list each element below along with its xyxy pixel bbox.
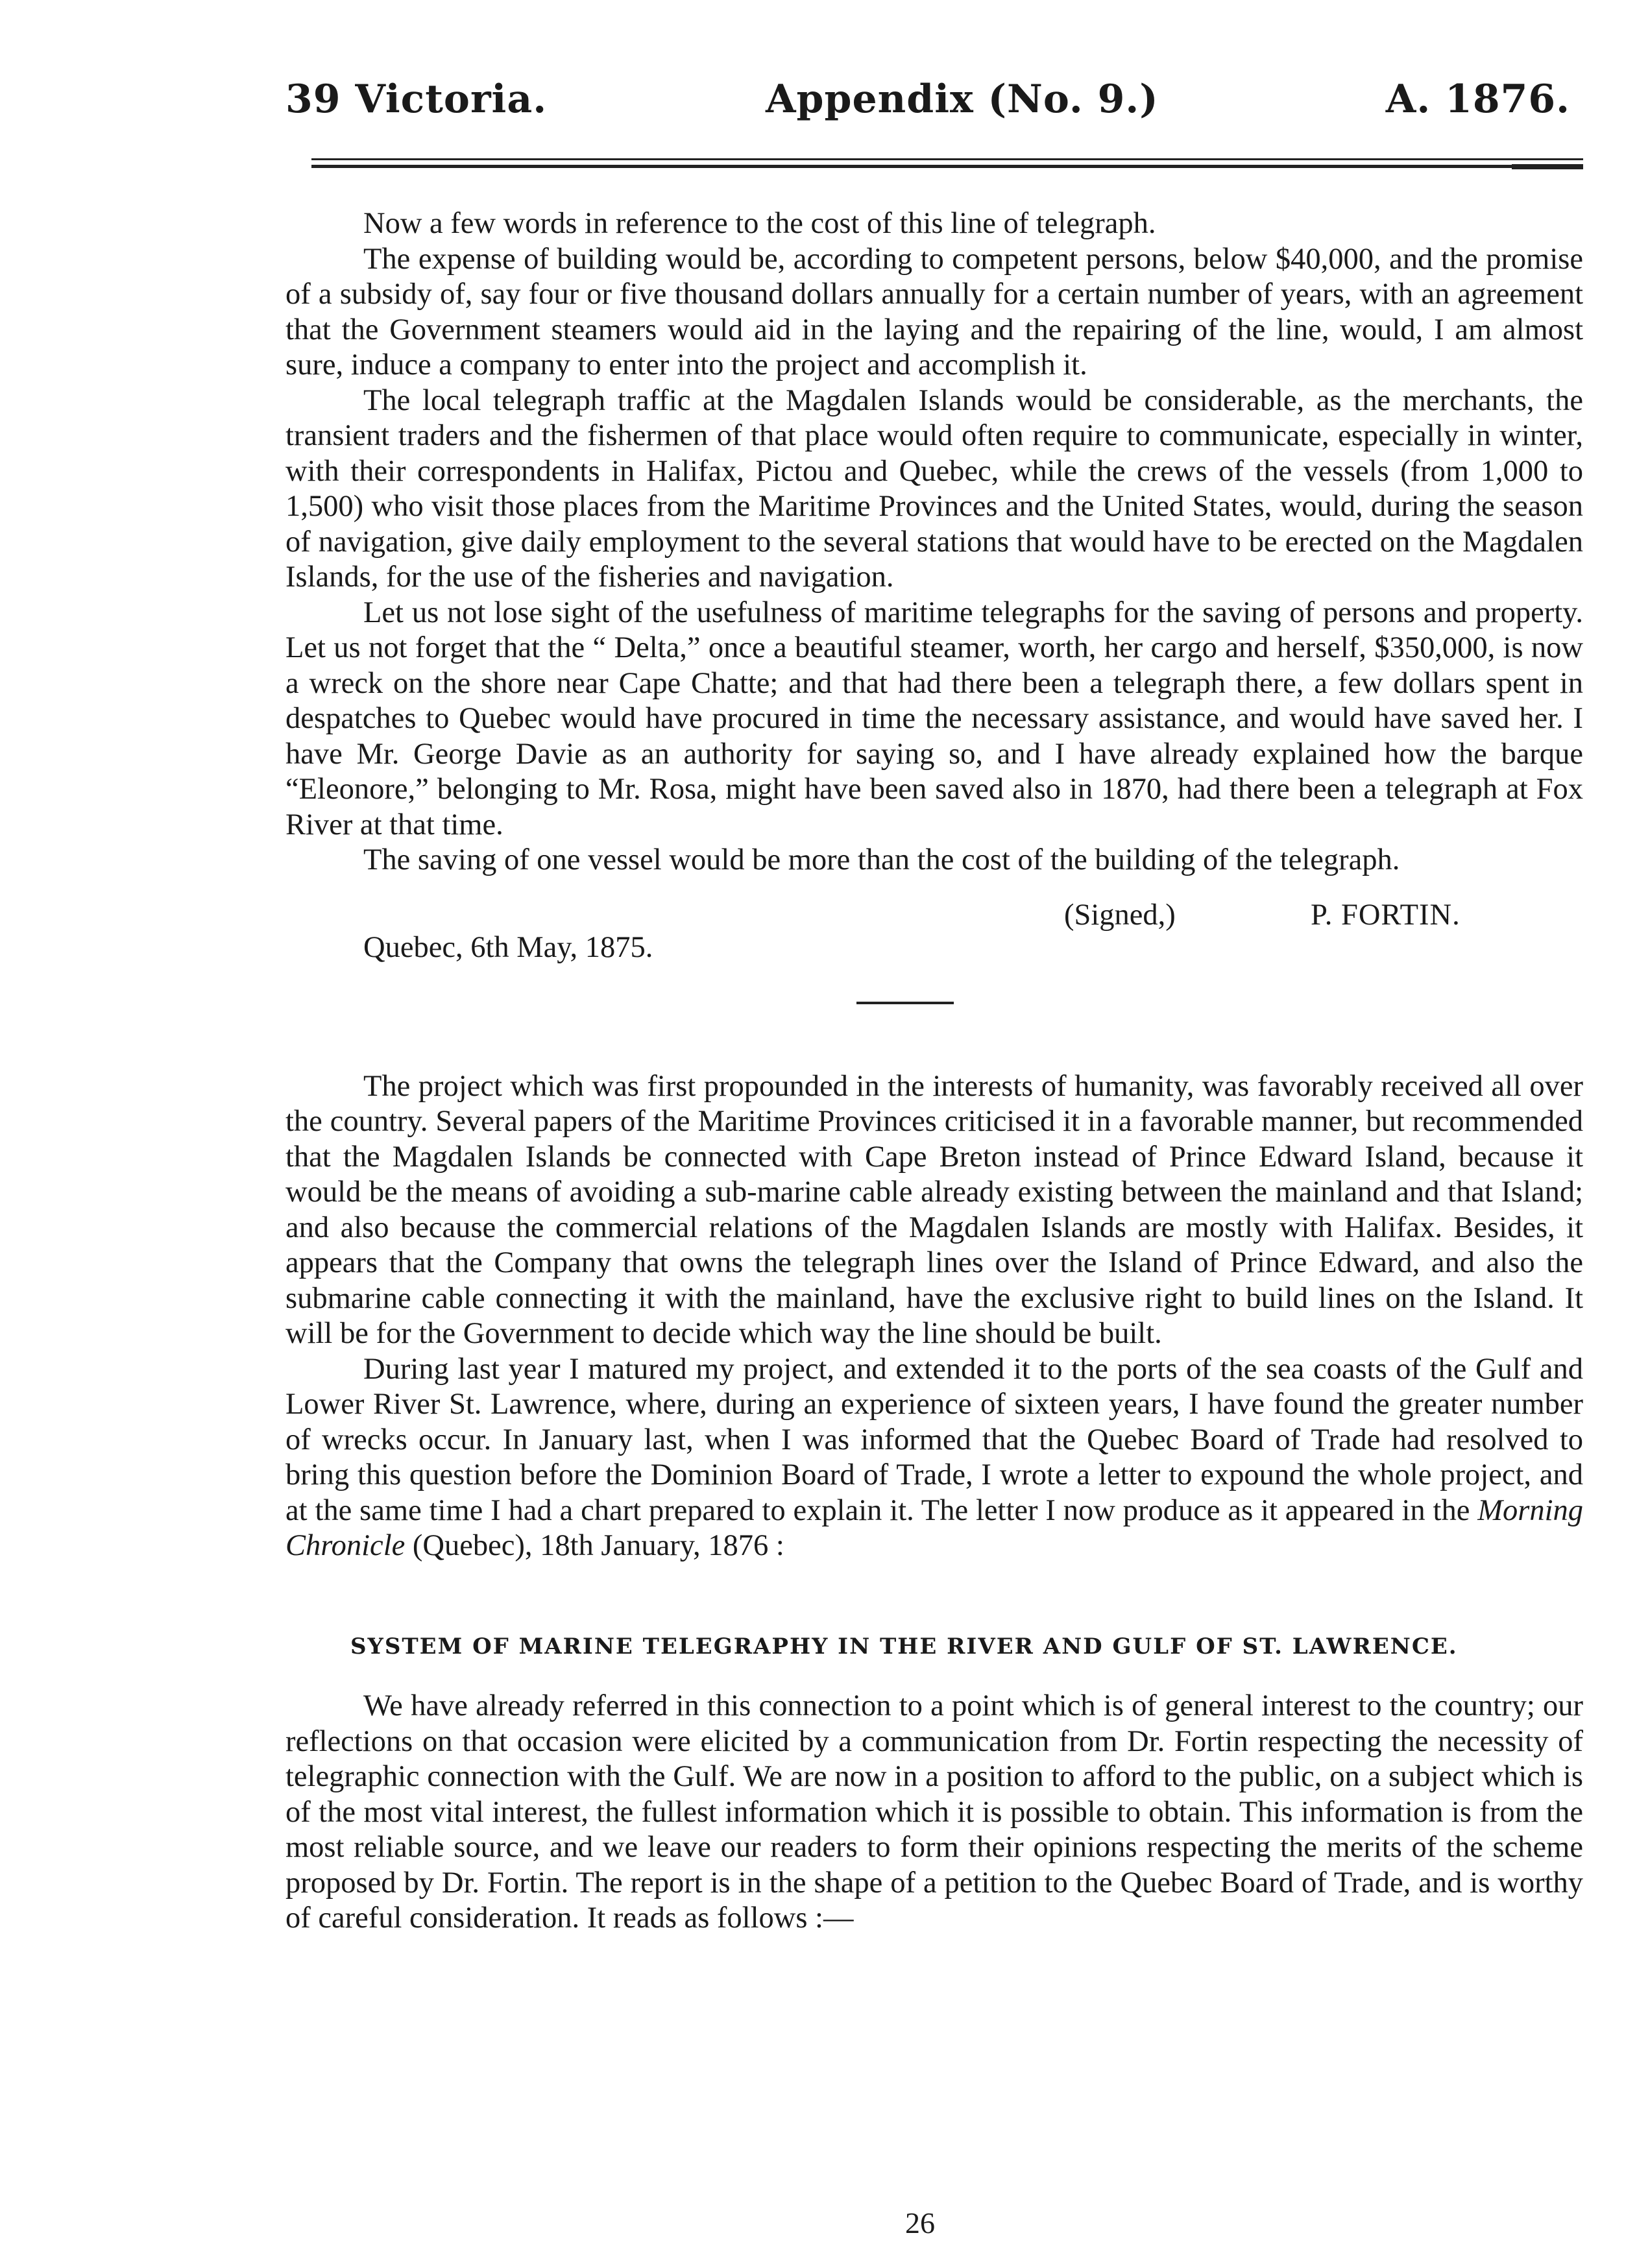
paragraph-last-year	[285, 1352, 1583, 1564]
last-paragraph-tail: (Quebec), 18th January, 1876 :	[405, 1529, 784, 1562]
header-session: 39 Victoria.	[285, 77, 548, 122]
signature-place-date: Quebec, 6th May, 1875.	[363, 930, 653, 964]
paragraph-local-traffic: The local telegraph traffic at the Magdalen Islands would be considerable, as the merchants, the transient traders and the fishermen of that place would often require to communicate, especially in winter, with their correspondents in Halifax, Pictou and Quebec, while the crews of the vessels (from 1,000 to 1,500) who visit those places from the Maritime Provinces and the United States, would, during the season of navigation, give daily employment to the several stations that would have to be erected on the Magdalen Islands, for the use of the fisheries and navigation.	[285, 383, 1583, 594]
last-paragraph-text: During last year I matured my project, and extended it to the ports of the sea coasts of the Gulf and Lower River St. Lawrence, where, during an experience of sixteen years, I have found the greater number of wrecks occur. In January last, when I was informed that the Quebec Board of Trade had resolved to bring this question before the Dominion Board of Trade, I wrote a letter to expound the whole project, and at the same time I had a chart prepared to explain it. The letter I now produce as it appeared in the	[285, 1352, 1583, 1527]
body-text	[285, 206, 1583, 1936]
header-rule-thin	[311, 158, 1583, 160]
newspaper-title: Morning Chronicle	[285, 1493, 1583, 1562]
paragraph-chronicle: We have already referred in this connection to a point which is of general interest to the country; our reflections on that occasion were elicited by a communication from Dr. Fortin respecting the necessity of telegraphic connection with the Gulf. We are now in a position to afford to the public, on a subject which is of the most vital interest, the fullest information which it is possible to obtain. This information is from the most reliable source, and we leave our readers to form their opinions respecting the merits of the scheme proposed by Dr. Fortin. The report is in the shape of a petition to the Quebec Board of Trade, and is worthy of careful consideration. It reads as follows :—	[285, 1689, 1583, 1935]
signature-name: P. FORTIN.	[1311, 898, 1461, 932]
paragraph-usefulness: Let us not lose sight of the usefulness of maritime telegraphs for the saving of persons and property. Let us not forget that the “ Delta,” once a beautiful steamer, worth, her cargo and herself, $350,000, is now a wreck on the shore near Cape Chatte; and that had there been a telegraph there, a few dollars spent in despatches to Quebec would have procured in time the necessary assistance, and would have saved her. I have Mr. George Davie as an authority for saying so, and I have already explained how the barque “Eleonore,” belonging to Mr. Rosa, might have been saved also in 1870, had there been a telegraph at Fox River at that time.	[285, 596, 1583, 841]
section-heading: SYSTEM OF MARINE TELEGRAPHY IN THE RIVER AND GULF OF ST. LAWRENCE.	[350, 1633, 1458, 1659]
header-rule-end	[1512, 164, 1583, 169]
section-divider	[856, 1002, 954, 1004]
paragraph-cost-intro: Now a few words in reference to the cost of this line of telegraph.	[363, 207, 1156, 240]
header-appendix: Appendix (No. 9.)	[766, 77, 1159, 122]
signature-signed: (Signed,)	[1064, 898, 1176, 932]
signature-block	[285, 878, 1583, 964]
paragraph-saving: The saving of one vessel would be more than the cost of the building of the telegraph.	[363, 843, 1400, 876]
paragraph-expense: The expense of building would be, according to competent persons, below $40,000, and the promise of a subsidy of, say four or five thousand dollars annually for a certain number of years, with an agreement that the Government steamers would aid in the laying and the repairing of the line, would, I am almost sure, induce a company to enter into the project and accomplish it.	[285, 242, 1583, 381]
header-year: A. 1876.	[1385, 77, 1570, 122]
page-number: 26	[905, 2206, 935, 2239]
header-rule-thick	[311, 165, 1583, 168]
paragraph-project: The project which was first propounded in the interests of humanity, was favorably received all over the country. Several papers of the Maritime Provinces criticised it in a favorable manner, but recommended that the Magdalen Islands be connected with Cape Breton instead of Prince Edward Island, because it would be the means of avoiding a sub-marine cable already existing between the mainland and that Island; and also because the commercial relations of the Magdalen Islands are mostly with Halifax. Besides, it appears that the Company that owns the telegraph lines over the Island of Prince Edward, and also the submarine cable connecting it with the mainland, have the exclusive right to build lines on the Island. It will be for the Government to decide which way the line should be built.	[285, 1069, 1583, 1350]
